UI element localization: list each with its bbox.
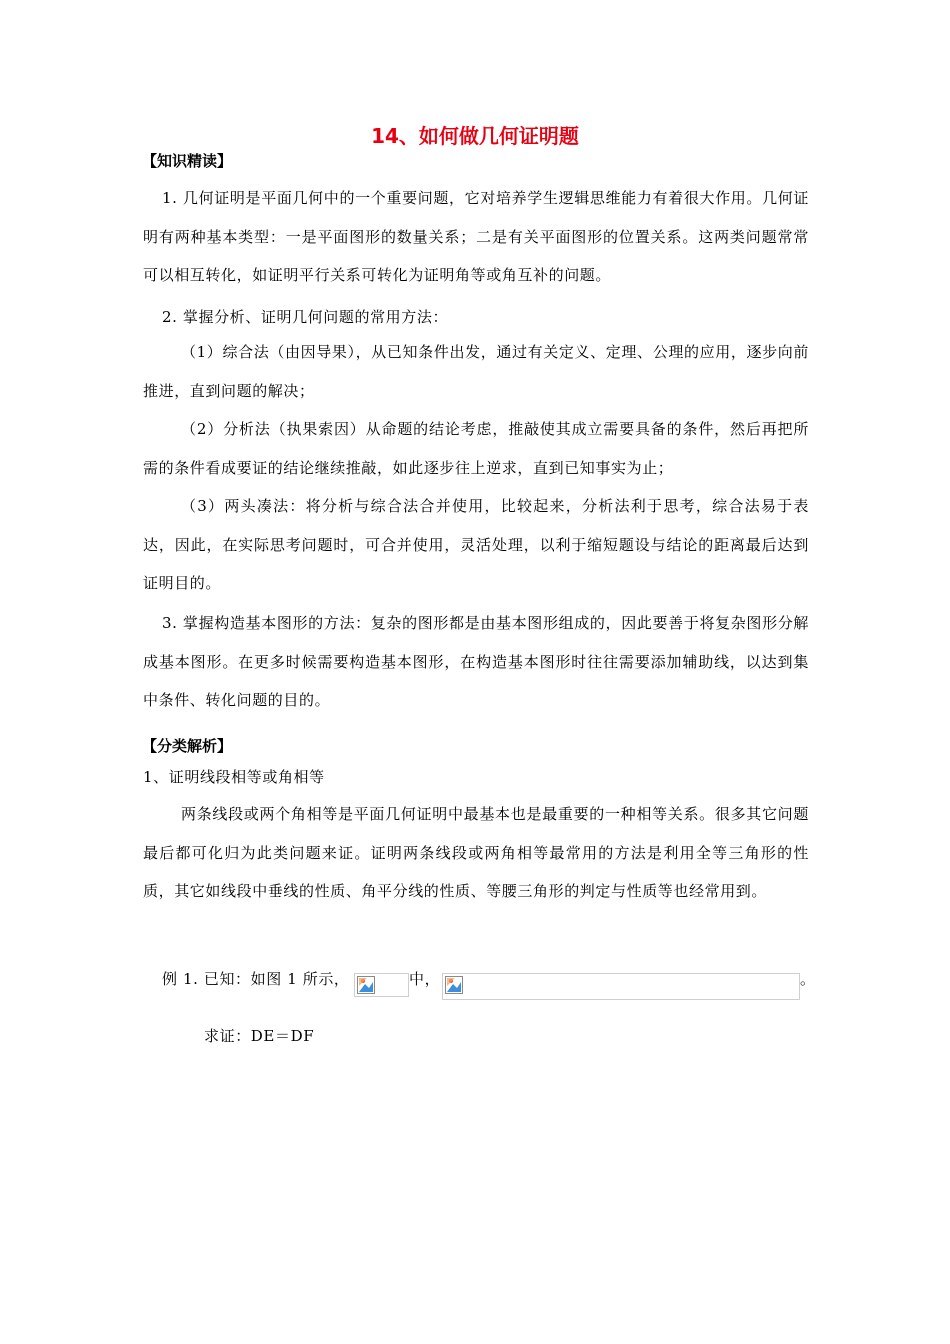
section-heading-analysis: 【分类解析】 [142, 737, 233, 755]
broken-image-icon [357, 976, 375, 994]
paragraph-2b: （2）分析法（执果索因）从命题的结论考虑，推敲使其成立需要具备的条件，然后再把所需的条件看成要证的结论继续推敲，如此逐步往上逆求，直到已知事实为止； [143, 420, 809, 477]
broken-image-icon [445, 976, 463, 994]
inline-image-placeholder-2 [442, 973, 800, 1000]
example-end: 。 [800, 970, 816, 988]
section-heading-knowledge: 【知识精读】 [142, 152, 233, 170]
paragraph-2a: （1）综合法（由因导果），从已知条件出发，通过有关定义、定理、公理的应用，逐步向前推进，直到问题的解决； [143, 343, 809, 400]
paragraph-3: 3. 掌握构造基本图形的方法：复杂的图形都是由基本图形组成的，因此要善于将复杂图形分解成基本图形。在更多时候需要构造基本图形，在构造基本图形时往往需要添加辅助线，以达到集中条件、转化问题的目的。 [143, 614, 809, 709]
page-title: 14、如何做几何证明题 [371, 124, 579, 148]
subsection-title: 1、证明线段相等或角相等 [143, 768, 325, 786]
inline-image-placeholder-1 [354, 973, 409, 997]
paragraph-1: 1. 几何证明是平面几何中的一个重要问题，它对培养学生逻辑思维能力有着很大作用。几何证明有两种基本类型：一是平面图形的数量关系；二是有关平面图形的位置关系。这两类问题常常可以相互转化，如证明平行关系可转化为证明角等或角互补的问题。 [143, 189, 809, 284]
paragraph-2c: （3）两头凑法：将分析与综合法合并使用，比较起来，分析法利于思考，综合法易于表达，因此，在实际思考问题时，可合并使用，灵活处理，以利于缩短题设与结论的距离最后达到证明目的。 [143, 497, 809, 592]
paragraph-4: 两条线段或两个角相等是平面几何证明中最基本也是最重要的一种相等关系。很多其它问题最后都可化归为此类问题来证。证明两条线段或两角相等最常用的方法是利用全等三角形的性质，其它如线段中垂线的性质、角平分线的性质、等腰三角形的判定与性质等也经常用到。 [143, 805, 809, 900]
prove-statement: 求证：DE＝DF [204, 1027, 315, 1045]
paragraph-2: 2. 掌握分析、证明几何问题的常用方法： [162, 308, 449, 326]
example-mid: 中， [409, 970, 441, 988]
example-prefix: 例 1. 已知：如图 1 所示， [162, 970, 350, 988]
